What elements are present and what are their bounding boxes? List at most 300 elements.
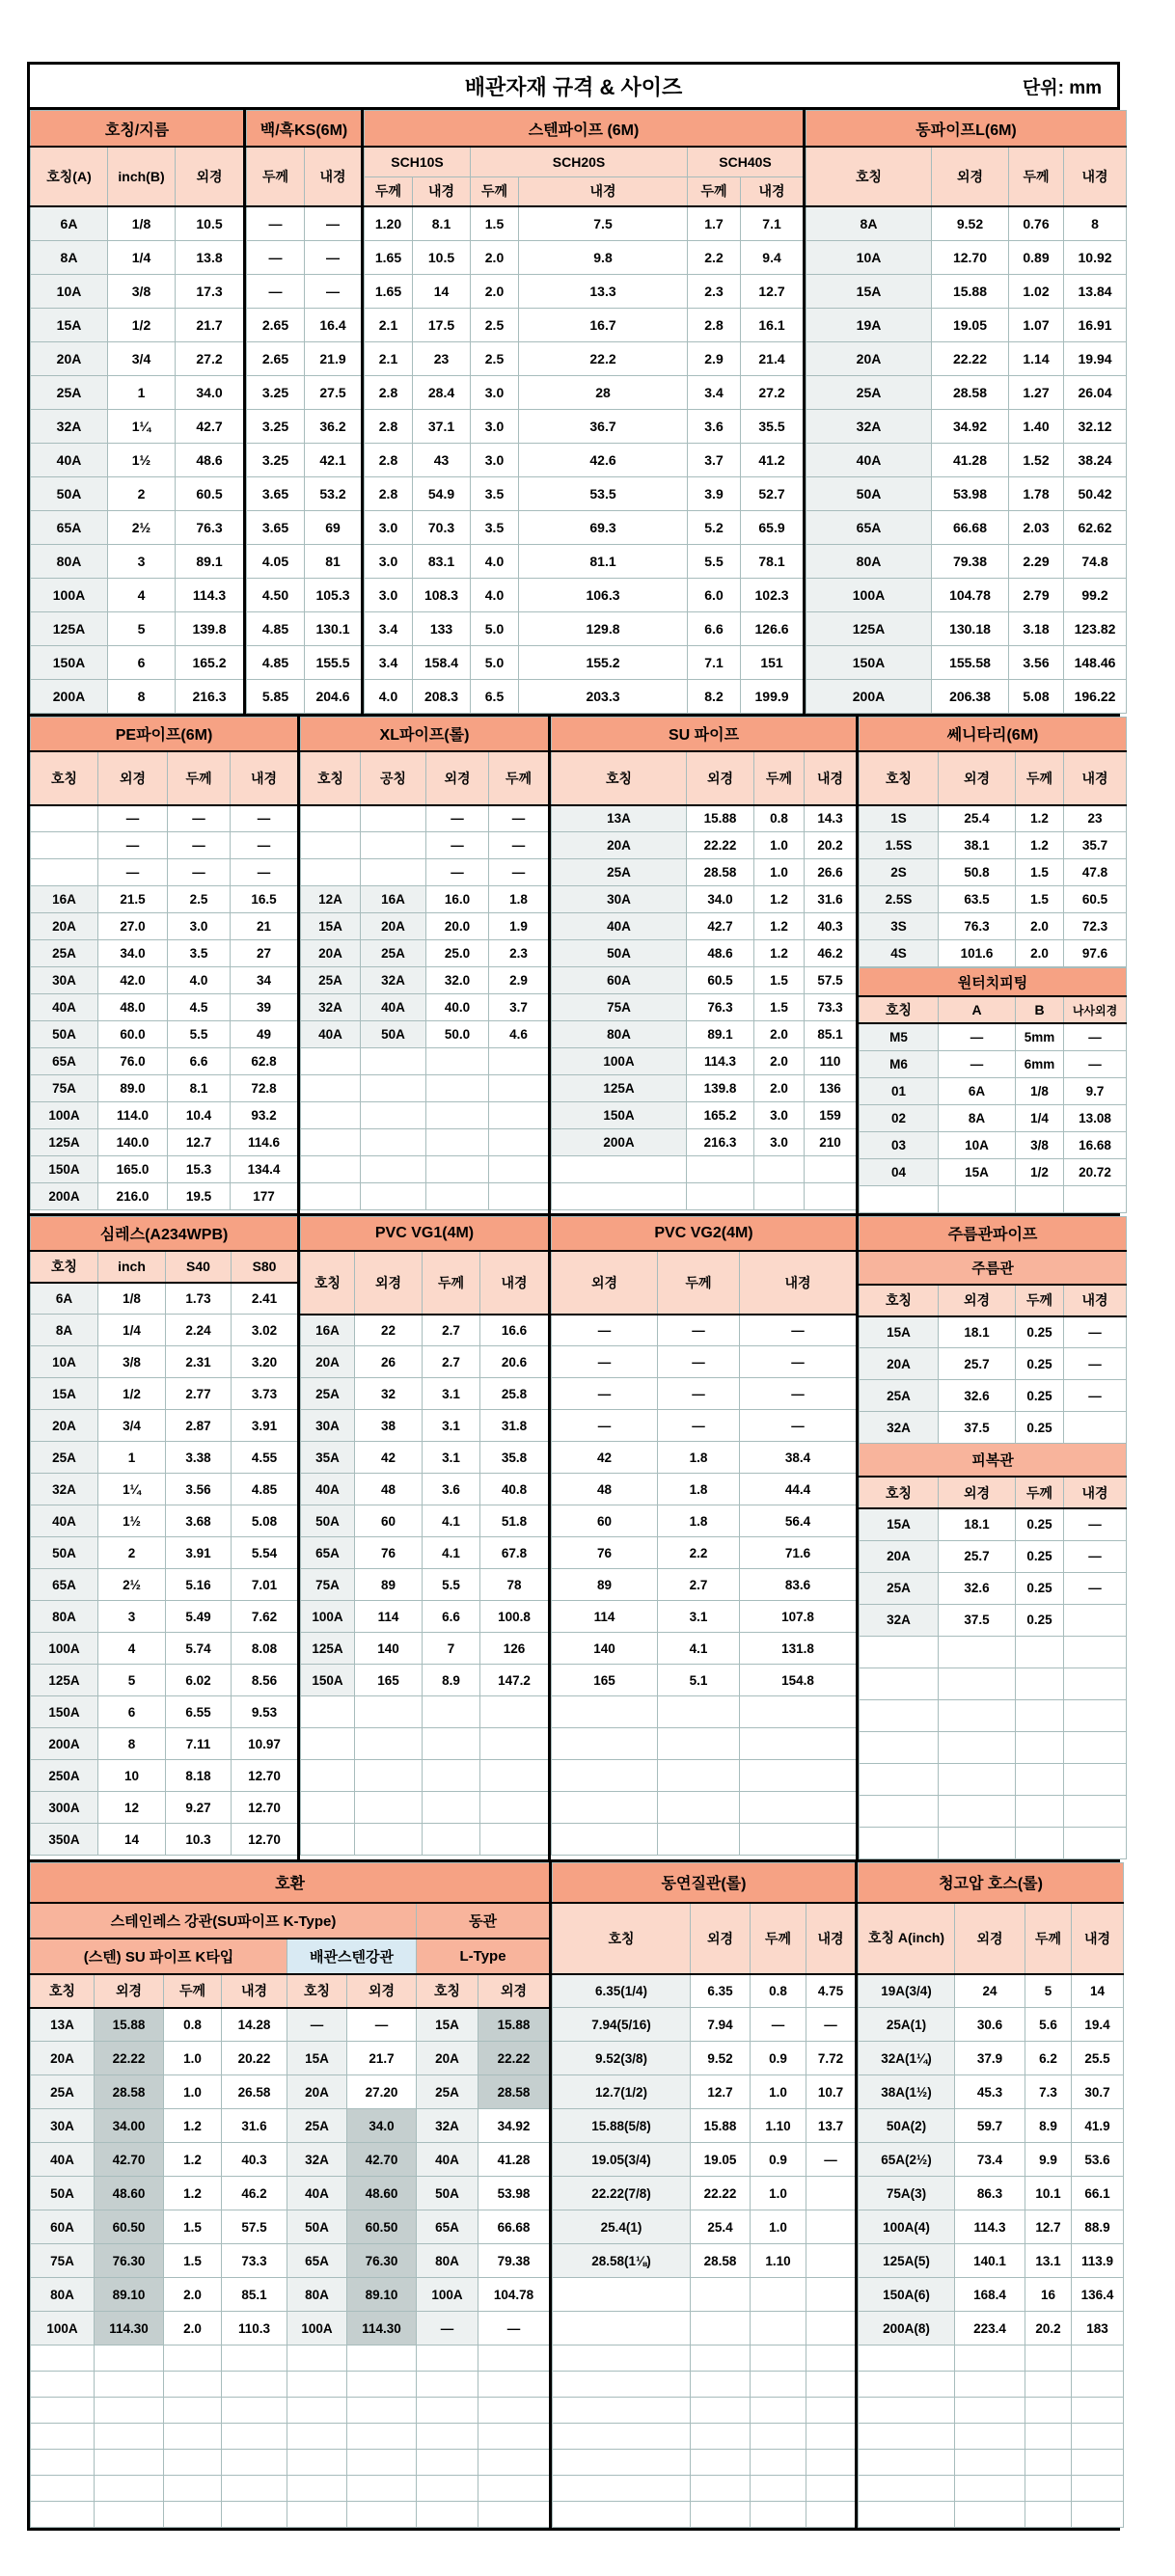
cell: 0.8: [754, 805, 805, 832]
cell: 4.85: [247, 645, 305, 679]
cell: 13.1: [1025, 2244, 1072, 2278]
cell: 3: [108, 544, 176, 578]
cell: 0.25: [1016, 1348, 1064, 1380]
cell: 20A: [31, 1410, 98, 1442]
cell: 12.7: [1025, 2210, 1072, 2244]
cell: 2.0: [754, 1075, 805, 1102]
col-header: 외경: [691, 1903, 751, 1974]
cell: 53.98: [932, 476, 1009, 510]
cell: 1¼: [98, 1474, 166, 1505]
group-carbon-steel-ks: [243, 110, 361, 714]
col-header: 내경: [231, 751, 298, 805]
empty-cell: [553, 2346, 691, 2372]
cell: 1S: [860, 805, 939, 832]
empty-cell: [417, 2502, 478, 2528]
cell: 3/8: [108, 274, 176, 308]
cell: 60A: [552, 967, 687, 994]
cell: 2.24: [166, 1315, 232, 1346]
empty-cell: [1016, 1827, 1064, 1858]
cell: [426, 1075, 489, 1102]
col-header: 공칭: [361, 751, 426, 805]
cell: 148.46: [1064, 645, 1127, 679]
cell: 7.94(5/16): [553, 2008, 691, 2042]
cell: 42.70: [95, 2143, 164, 2177]
cell: 125A: [31, 611, 108, 645]
cell: 6A: [31, 1283, 98, 1315]
cell: 15A: [31, 308, 108, 341]
cell: 10A: [806, 240, 932, 274]
empty-cell: [222, 2424, 287, 2450]
cell: —: [1064, 1316, 1127, 1348]
cell: 1.5: [754, 994, 805, 1021]
empty-cell: [691, 2372, 751, 2398]
empty-cell: [417, 2450, 478, 2476]
empty-cell: [860, 1699, 939, 1731]
cell: 17.3: [176, 274, 244, 308]
cell: 20A: [361, 913, 426, 940]
cell: 5.16: [166, 1569, 232, 1601]
empty-cell: [347, 2450, 417, 2476]
empty-cell: [164, 2424, 222, 2450]
cell: 2.0: [1016, 913, 1064, 940]
cell: 50A: [806, 476, 932, 510]
cell: 150A: [552, 1102, 687, 1129]
empty-cell: [859, 2450, 955, 2476]
cell: 165.2: [687, 1102, 754, 1129]
ltype-header: L-Type: [417, 1939, 550, 1974]
cell: 13.7: [806, 2109, 856, 2143]
cell: [687, 1183, 754, 1210]
cell: 28.58: [932, 375, 1009, 409]
empty-cell: [95, 2450, 164, 2476]
cell: [489, 1048, 549, 1075]
cell: 65A: [31, 1048, 98, 1075]
empty-cell: [859, 2372, 955, 2398]
cell: 1.14: [1009, 341, 1064, 375]
cell: 129.8: [519, 611, 688, 645]
cell: 25.8: [480, 1378, 549, 1410]
spec-table: [27, 62, 1120, 2531]
cell: 107.8: [740, 1601, 857, 1633]
cell: [806, 2177, 856, 2210]
empty-cell: [1072, 2450, 1124, 2476]
group-sanitary-onetouch: [856, 717, 1126, 1213]
empty-cell: [658, 1824, 740, 1856]
cell: —: [489, 805, 549, 832]
cell: 31.8: [480, 1410, 549, 1442]
cell: 0.25: [1016, 1572, 1064, 1604]
cell: [806, 2210, 856, 2244]
cell: 1.78: [1009, 476, 1064, 510]
cell: 12.7: [691, 2075, 751, 2109]
cell: 42.0: [98, 967, 168, 994]
cell: 140: [355, 1633, 423, 1665]
cell: 10: [98, 1760, 166, 1792]
cell: 83.6: [740, 1569, 857, 1601]
cell: 93.2: [231, 1102, 298, 1129]
cell: —: [231, 859, 298, 886]
cell: 38: [355, 1410, 423, 1442]
cell: [361, 859, 426, 886]
col-header: 두께: [1016, 1477, 1064, 1508]
cell: 3.4: [365, 645, 413, 679]
cell: 3.68: [166, 1505, 232, 1537]
cell: 210: [805, 1129, 857, 1156]
cell: 7.72: [806, 2042, 856, 2075]
col-header: 내경: [413, 176, 471, 206]
table-nominal-diameter: [30, 110, 244, 714]
cell: 147.2: [480, 1665, 549, 1696]
empty-cell: [806, 2424, 856, 2450]
cell: —: [168, 859, 231, 886]
empty-cell: [1025, 2476, 1072, 2502]
cell: 5: [98, 1665, 166, 1696]
empty-cell: [859, 2502, 955, 2528]
table-soft-copper-coil: [552, 1862, 856, 2529]
empty-cell: [751, 2398, 806, 2424]
cell: 40.3: [805, 913, 857, 940]
empty-cell: [955, 2346, 1025, 2372]
cell: 81.1: [519, 544, 688, 578]
cell: 19A(3/4): [859, 1974, 955, 2008]
cell: 4.0: [168, 967, 231, 994]
empty-cell: [95, 2424, 164, 2450]
cell: 3.0: [365, 544, 413, 578]
empty-cell: [164, 2372, 222, 2398]
empty-cell: [164, 2398, 222, 2424]
cell: 3.9: [688, 476, 741, 510]
cell: 6.5: [471, 679, 519, 713]
cell: 2S: [860, 859, 939, 886]
col-header: 두께: [658, 1251, 740, 1315]
cell: 35A: [301, 1442, 355, 1474]
cell: 15.88: [95, 2008, 164, 2042]
empty-cell: [31, 2372, 95, 2398]
cell: 131.8: [740, 1633, 857, 1665]
empty-cell: [478, 2346, 550, 2372]
cell: [301, 1075, 361, 1102]
cell: 20A: [287, 2075, 347, 2109]
cell: —: [939, 1050, 1016, 1077]
empty-cell: [859, 2398, 955, 2424]
cell: 80A: [31, 2278, 95, 2312]
col-header: 두께: [751, 1903, 806, 1974]
empty-cell: [691, 2502, 751, 2528]
cell: 0.25: [1016, 1604, 1064, 1636]
cell: 40A: [552, 913, 687, 940]
section-header: 청고압 호스(롤): [859, 1862, 1124, 1903]
cell: 8.2: [688, 679, 741, 713]
cell: 30A: [552, 886, 687, 913]
cell: 200A: [31, 1183, 98, 1210]
cell: 0.25: [1016, 1508, 1064, 1540]
cell: 3.5: [168, 940, 231, 967]
col-header: 두께: [168, 751, 231, 805]
cell: 9.8: [519, 240, 688, 274]
empty-cell: [164, 2476, 222, 2502]
sch40s-header: SCH40S: [688, 147, 804, 176]
empty-cell: [939, 1699, 1016, 1731]
cell: 6.2: [1025, 2042, 1072, 2075]
cell: 17.5: [413, 308, 471, 341]
cell: 10.92: [1064, 240, 1127, 274]
col-header: S80: [232, 1251, 298, 1283]
cell: 8.1: [413, 206, 471, 240]
col-header: 두께: [1016, 751, 1064, 805]
cell: 3.0: [754, 1102, 805, 1129]
cell: 1.8: [489, 886, 549, 913]
cell: 76.30: [95, 2244, 164, 2278]
cell: 3.7: [489, 994, 549, 1021]
table-carbon-steel-ks: [246, 110, 362, 714]
cell: 18.1: [939, 1508, 1016, 1540]
cell: 12.70: [232, 1760, 298, 1792]
cell: 60.5: [176, 476, 244, 510]
cell: 16A: [301, 1315, 355, 1346]
cell: 25A: [301, 1378, 355, 1410]
cell: 36.7: [519, 409, 688, 443]
cell: 76.0: [98, 1048, 168, 1075]
cell: 50A: [31, 1537, 98, 1569]
cell: 16.5: [231, 886, 298, 913]
col-header: 호칭: [301, 1251, 355, 1315]
cell: 32A: [31, 409, 108, 443]
cell: 9.52: [932, 206, 1009, 240]
empty-cell: [806, 2502, 856, 2528]
cell: —: [347, 2008, 417, 2042]
cell: 206.38: [932, 679, 1009, 713]
cell: [361, 1156, 426, 1183]
cell: 38A(1½): [859, 2075, 955, 2109]
cell: 41.9: [1072, 2109, 1124, 2143]
cell: 15.3: [168, 1156, 231, 1183]
group-su-pipe: [548, 717, 856, 1213]
cell: 3.5: [471, 476, 519, 510]
empty-cell: [955, 2424, 1025, 2450]
cell: 27.2: [176, 341, 244, 375]
cell: 5.6: [1025, 2008, 1072, 2042]
cell: 100A: [287, 2312, 347, 2346]
cell: 106.3: [519, 578, 688, 611]
cell: 6A: [31, 206, 108, 240]
group-copper-pipe-l: [803, 110, 1126, 714]
col-header: 외경: [355, 1251, 423, 1315]
cell: 16.4: [305, 308, 362, 341]
cell: 208.3: [413, 679, 471, 713]
cell: 10A: [31, 274, 108, 308]
cell: 20A: [31, 913, 98, 940]
cell: 24: [955, 1974, 1025, 2008]
cell: 1: [108, 375, 176, 409]
cell: 0.25: [1016, 1412, 1064, 1444]
cell: 114.0: [98, 1102, 168, 1129]
cell: 125A: [31, 1129, 98, 1156]
empty-cell: [1016, 1731, 1064, 1763]
empty-cell: [553, 2372, 691, 2398]
cell: 2.0: [164, 2278, 222, 2312]
cell: [426, 1183, 489, 1210]
cell: 3.25: [247, 443, 305, 476]
cell: [1064, 1185, 1127, 1212]
cell: 2.9: [489, 967, 549, 994]
cell: 37.5: [939, 1604, 1016, 1636]
cell: 6.6: [688, 611, 741, 645]
empty-cell: [860, 1795, 939, 1827]
cell: 5: [1025, 1974, 1072, 2008]
cell: 48: [552, 1474, 658, 1505]
cell: 3.25: [247, 409, 305, 443]
cell: 10.5: [176, 206, 244, 240]
cell: 50A: [301, 1505, 355, 1537]
empty-cell: [860, 1731, 939, 1763]
cell: 20A: [860, 1540, 939, 1572]
cell: 100.8: [480, 1601, 549, 1633]
cell: 1.5: [164, 2244, 222, 2278]
cell: 42: [552, 1442, 658, 1474]
cell: 100A(4): [859, 2210, 955, 2244]
page-title: 배관자재 규격 & 사이즈: [464, 74, 683, 99]
cell: 48.0: [98, 994, 168, 1021]
cell: 8.18: [166, 1760, 232, 1792]
cell: 2½: [108, 510, 176, 544]
cell: —: [740, 1410, 857, 1442]
empty-cell: [417, 2476, 478, 2502]
cell: [361, 1075, 426, 1102]
cell: [361, 1183, 426, 1210]
cell: 01: [860, 1077, 939, 1104]
empty-cell: [553, 2450, 691, 2476]
col-header: 내경: [305, 147, 362, 206]
stainless-ktype-header: 스테인레스 강관(SU파이프 K-Type): [31, 1903, 417, 1939]
cell: 15.88: [932, 274, 1009, 308]
cell: 25.4(1): [553, 2210, 691, 2244]
cell: 65A: [417, 2210, 478, 2244]
cell: 60.5: [687, 967, 754, 994]
cell: 25A: [287, 2109, 347, 2143]
cell: —: [489, 832, 549, 859]
cell: 125A(5): [859, 2244, 955, 2278]
cell: 2.79: [1009, 578, 1064, 611]
cell: 43: [413, 443, 471, 476]
cell: 10.1: [1025, 2177, 1072, 2210]
col-header: 외경: [939, 1285, 1016, 1316]
col-header: 내경: [740, 1251, 857, 1315]
empty-cell: [939, 1636, 1016, 1668]
cell: 25.7: [939, 1348, 1016, 1380]
cell: 21.7: [176, 308, 244, 341]
cell: 12.7(1/2): [553, 2075, 691, 2109]
cell: 2: [98, 1537, 166, 1569]
cell: 1.0: [751, 2177, 806, 2210]
cell: 38.1: [939, 832, 1016, 859]
cell: 100A: [301, 1601, 355, 1633]
cell: 2.8: [688, 308, 741, 341]
empty-cell: [287, 2398, 347, 2424]
cell: 65.9: [741, 510, 804, 544]
cell: 5: [108, 611, 176, 645]
empty-cell: [164, 2346, 222, 2372]
cell: 8.9: [1025, 2109, 1072, 2143]
cell: 21.4: [741, 341, 804, 375]
cell: 105.3: [305, 578, 362, 611]
cell: 89.1: [176, 544, 244, 578]
cell: 2.2: [688, 240, 741, 274]
cell: [31, 832, 98, 859]
cell: —: [489, 859, 549, 886]
cell: 38.4: [740, 1442, 857, 1474]
cell: —: [939, 1023, 1016, 1050]
empty-cell: [1025, 2398, 1072, 2424]
empty-cell: [480, 1792, 549, 1824]
cell: —: [98, 832, 168, 859]
cell: 200A: [552, 1129, 687, 1156]
cell: 32A: [287, 2143, 347, 2177]
empty-cell: [355, 1696, 423, 1728]
cell: 2.5: [168, 886, 231, 913]
cell: 28.58(1⅛): [553, 2244, 691, 2278]
cell: —: [1064, 1380, 1127, 1412]
cell: 3.38: [166, 1442, 232, 1474]
empty-cell: [1016, 1636, 1064, 1668]
group-xl-pipe: [297, 717, 548, 1213]
cell: —: [478, 2312, 550, 2346]
cell: 72.3: [1064, 913, 1127, 940]
cell: 1.40: [1009, 409, 1064, 443]
cell: 60.5: [1064, 886, 1127, 913]
cell: [426, 1048, 489, 1075]
cell: 8A: [806, 206, 932, 240]
cell: 23: [413, 341, 471, 375]
cell: 7.94: [691, 2008, 751, 2042]
cell: [489, 1183, 549, 1210]
cell: [301, 1183, 361, 1210]
cell: 25.0: [426, 940, 489, 967]
empty-cell: [222, 2450, 287, 2476]
section-header: XL파이프(롤): [301, 717, 549, 751]
cell: 6.6: [423, 1601, 480, 1633]
cell: 165.0: [98, 1156, 168, 1183]
cell: —: [231, 805, 298, 832]
cell: 25A: [31, 2075, 95, 2109]
cell: [489, 1075, 549, 1102]
cell: 22.22: [687, 832, 754, 859]
cell: [754, 1156, 805, 1183]
cell: 3/4: [108, 341, 176, 375]
cell: —: [1064, 1540, 1127, 1572]
col-header: 내경: [1064, 1477, 1127, 1508]
empty-cell: [31, 2398, 95, 2424]
cell: 1.5: [471, 206, 519, 240]
cell: 89: [552, 1569, 658, 1601]
cell: 19.4: [1072, 2008, 1124, 2042]
cell: 35.8: [480, 1442, 549, 1474]
cell: 60.0: [98, 1021, 168, 1048]
empty-cell: [691, 2346, 751, 2372]
cell: 1/8: [1016, 1077, 1064, 1104]
cell: 34: [231, 967, 298, 994]
cell: 7.1: [741, 206, 804, 240]
empty-cell: [95, 2476, 164, 2502]
table-su-pipe: [551, 717, 857, 1211]
cell: 250A: [31, 1760, 98, 1792]
empty-cell: [478, 2424, 550, 2450]
cell: 3.1: [423, 1378, 480, 1410]
cell: 14: [413, 274, 471, 308]
cell: 110: [805, 1048, 857, 1075]
empty-cell: [423, 1824, 480, 1856]
cell: 114: [355, 1601, 423, 1633]
cell: 5.0: [471, 611, 519, 645]
